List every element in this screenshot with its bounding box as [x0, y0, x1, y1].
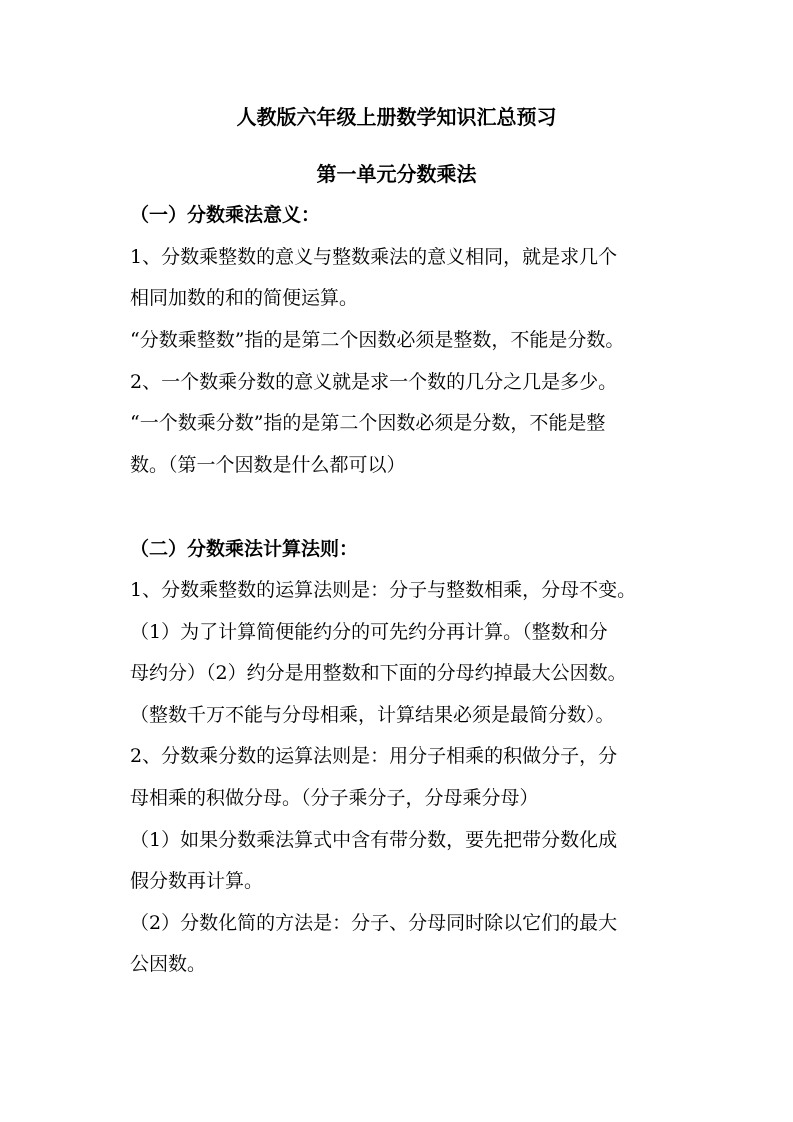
paragraph-line: （整数千万不能与分母相乘，计算结果必须是最简分数）。: [130, 704, 615, 726]
paragraph-line: “分数乘整数”指的是第二个因数必须是整数，不能是分数。: [130, 329, 625, 351]
section-heading-rules: （二）分数乘法计算法则：: [130, 538, 359, 560]
paragraph-line: 公因数。: [130, 953, 207, 975]
paragraph-line: 2、分数乘分数的运算法则是：用分子相乘的积做分子，分: [130, 745, 618, 767]
unit-title: 第一单元分数乘法: [316, 162, 477, 186]
paragraph-line: 母相乘的积做分母。（分子乘分子，分母乘分母）: [130, 787, 539, 809]
paragraph-line: 1、分数乘整数的运算法则是：分子与整数相乘，分母不变。: [130, 579, 637, 601]
paragraph-line: 母约分）（2）约分是用整数和下面的分母约掉最大公因数。: [130, 662, 627, 684]
paragraph-line: “一个数乘分数”指的是第二个因数必须是分数，不能是整: [130, 412, 606, 434]
paragraph-line: 假分数再计算。: [130, 870, 264, 892]
paragraph-line: （2）分数化简的方法是：分子、分母同时除以它们的最大: [130, 912, 618, 934]
paragraph-line: 相同加数的和的简便运算。: [130, 287, 359, 309]
paragraph-line: （1）如果分数乘法算式中含有带分数，要先把带分数化成: [130, 829, 618, 851]
section-heading-meaning: （一）分数乘法意义：: [130, 204, 321, 226]
document-title: 人教版六年级上册数学知识汇总预习: [236, 105, 557, 129]
paragraph-line: 2、一个数乘分数的意义就是求一个数的几分之几是多少。: [130, 371, 618, 393]
paragraph-line: 1、分数乘整数的意义与整数乘法的意义相同，就是求几个: [130, 246, 618, 268]
paragraph-line: 数。（第一个因数是什么都可以）: [130, 454, 406, 476]
paragraph-line: （1）为了计算简便能约分的可先约分再计算。（整数和分: [130, 621, 608, 643]
